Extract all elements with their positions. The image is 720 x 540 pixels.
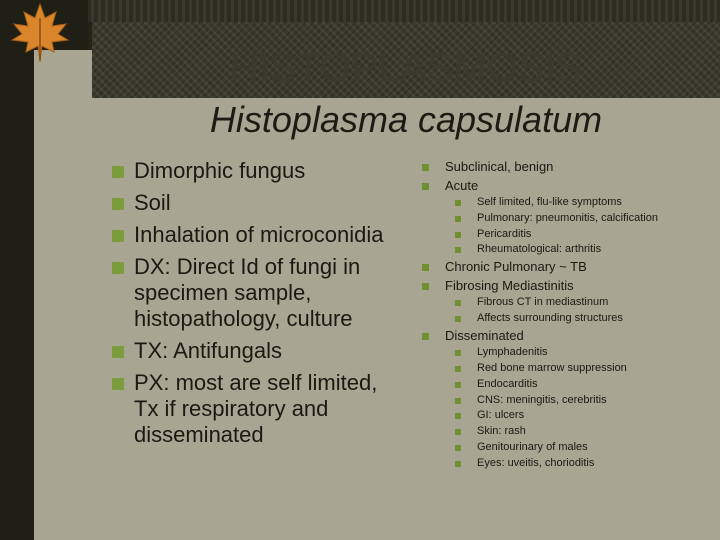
bullet-text: Dimorphic fungus bbox=[134, 158, 306, 183]
sub-list-item bbox=[420, 361, 716, 377]
bullet-text: DX: Direct Id of fungi in specimen sample, histopathology, culture bbox=[134, 254, 361, 331]
list-item bbox=[112, 158, 394, 184]
list-item bbox=[420, 158, 716, 177]
list-item bbox=[420, 177, 716, 196]
sub-list-item bbox=[420, 345, 716, 361]
list-item bbox=[112, 254, 394, 332]
square-bullet-icon bbox=[112, 198, 124, 210]
sub-list-item bbox=[420, 311, 716, 327]
sub-list-item bbox=[420, 440, 716, 456]
list-item bbox=[112, 370, 394, 448]
square-bullet-icon bbox=[112, 378, 124, 390]
square-bullet-icon bbox=[422, 283, 429, 290]
side-panel bbox=[34, 50, 92, 540]
square-bullet-icon bbox=[455, 232, 461, 238]
bullet-text: Chronic Pulmonary ~ TB bbox=[445, 259, 587, 275]
bullet-text: Soil bbox=[134, 190, 171, 215]
bullet-text: Fibrosing Mediastinitis bbox=[445, 277, 574, 293]
sub-list-item bbox=[420, 424, 716, 440]
bullet-text: PX: most are self limited, Tx if respiratory and disseminated bbox=[134, 370, 378, 447]
square-bullet-icon bbox=[455, 382, 461, 388]
slide-title: HISTOPLASMOSIS bbox=[229, 46, 583, 90]
sub-list-item bbox=[420, 227, 716, 243]
square-bullet-icon bbox=[455, 350, 461, 356]
square-bullet-icon bbox=[112, 346, 124, 358]
square-bullet-icon bbox=[455, 316, 461, 322]
square-bullet-icon bbox=[455, 216, 461, 222]
sub-bullet-text: Pericarditis bbox=[477, 227, 532, 240]
list-item bbox=[112, 222, 394, 248]
sub-list-item bbox=[420, 195, 716, 211]
slide-subtitle: Histoplasma capsulatum bbox=[209, 99, 603, 140]
list-item bbox=[420, 258, 716, 277]
sub-list-item bbox=[420, 393, 716, 409]
square-bullet-icon bbox=[455, 461, 461, 467]
sub-bullet-text: CNS: meningitis, cerebritis bbox=[477, 393, 607, 406]
square-bullet-icon bbox=[455, 366, 461, 372]
list-item bbox=[112, 338, 394, 364]
square-bullet-icon bbox=[455, 247, 461, 253]
sub-bullet-text: Skin: rash bbox=[477, 425, 526, 438]
sub-bullet-text: GI: ulcers bbox=[477, 409, 525, 422]
square-bullet-icon bbox=[112, 262, 124, 274]
square-bullet-icon bbox=[112, 166, 124, 178]
maple-leaf-icon bbox=[2, 0, 78, 64]
square-bullet-icon bbox=[422, 333, 429, 340]
sub-list-item bbox=[420, 242, 716, 258]
square-bullet-icon bbox=[455, 429, 461, 435]
sub-bullet-text: Lymphadenitis bbox=[477, 346, 548, 359]
bullet-text: Inhalation of microconidia bbox=[134, 222, 384, 247]
sub-bullet-text: Genitourinary of males bbox=[477, 441, 588, 454]
sub-list-item bbox=[420, 211, 716, 227]
sub-bullet-text: Affects surrounding structures bbox=[477, 311, 623, 324]
square-bullet-icon bbox=[455, 413, 461, 419]
top-texture-strip bbox=[0, 0, 720, 22]
sub-list-item bbox=[420, 456, 716, 472]
square-bullet-icon bbox=[455, 200, 461, 206]
square-bullet-icon bbox=[455, 445, 461, 451]
bullet-text: Subclinical, benign bbox=[445, 159, 554, 174]
sub-bullet-text: Fibrous CT in mediastinum bbox=[477, 296, 609, 309]
sub-bullet-text: Eyes: uveitis, chorioditis bbox=[477, 456, 595, 469]
sub-bullet-text: Rheumatological: arthritis bbox=[477, 243, 602, 256]
square-bullet-icon bbox=[455, 300, 461, 306]
left-bullet-list bbox=[112, 158, 394, 454]
square-bullet-icon bbox=[112, 230, 124, 242]
sub-bullet-text: Red bone marrow suppression bbox=[477, 362, 627, 375]
square-bullet-icon bbox=[455, 398, 461, 404]
sub-bullet-text: Pulmonary: pneumonitis, calcification bbox=[477, 211, 658, 224]
sub-list-item bbox=[420, 295, 716, 311]
right-bullet-list bbox=[420, 158, 716, 472]
bullet-text: TX: Antifungals bbox=[134, 338, 282, 363]
bullet-text: Acute bbox=[445, 177, 479, 193]
list-item bbox=[420, 327, 716, 346]
square-bullet-icon bbox=[422, 164, 429, 171]
sub-bullet-text: Endocarditis bbox=[477, 377, 538, 390]
square-bullet-icon bbox=[422, 183, 429, 190]
list-item bbox=[420, 277, 716, 296]
sub-list-item bbox=[420, 377, 716, 393]
bullet-text: Disseminated bbox=[445, 327, 524, 343]
sub-list-item bbox=[420, 408, 716, 424]
sub-bullet-text: Self limited, flu-like symptoms bbox=[477, 196, 622, 208]
list-item bbox=[112, 190, 394, 216]
square-bullet-icon bbox=[422, 264, 429, 271]
